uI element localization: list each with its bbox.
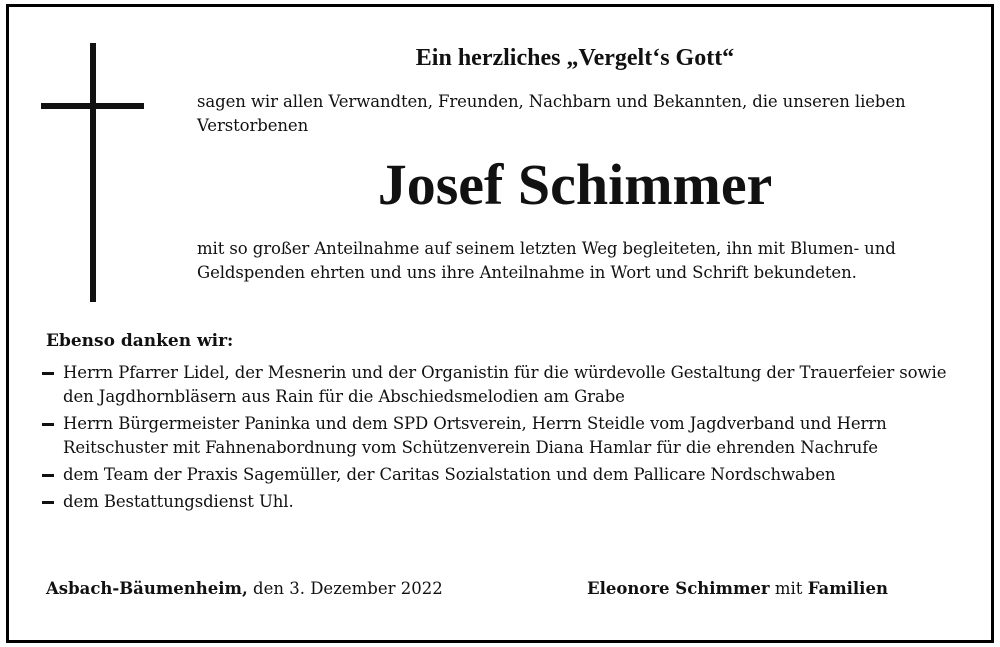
- list-item-text: Herrn Bürgermeister Paninka und dem SPD Ortsverein, Herrn Steidle vom Jagdverband und Herrn Reitschuster mit Fahnenabordnung vom Schützenverein Diana Hamlar für die ehrenden Nachrufe: [63, 414, 887, 457]
- footer-signer: Eleonore Schimmer: [587, 579, 770, 598]
- list-item: [42, 490, 982, 514]
- intro-text: sagen wir allen Verwandten, Freunden, Nachbarn und Bekannten, die unseren lieben Verstorbenen: [197, 92, 906, 135]
- footer-date: den 3. Dezember 2022: [253, 579, 443, 598]
- list-item-text: dem Bestattungsdienst Uhl.: [63, 492, 294, 511]
- dash-icon: [42, 501, 54, 504]
- list-item-text: dem Team der Praxis Sagemüller, der Caritas Sozialstation und dem Pallicare Nordschwaben: [63, 465, 836, 484]
- list-item: [42, 412, 982, 460]
- dash-icon: [42, 372, 54, 375]
- dash-icon: [42, 423, 54, 426]
- footer-with: mit: [774, 579, 803, 598]
- list-item: [42, 361, 982, 409]
- thanks-text: mit so großer Anteilnahme auf seinem letzten Weg begleiteten, ihn mit Blumen- und Geldspenden ehrten und uns ihre Anteilnahme in Wort und Schrift bekundeten.: [197, 239, 896, 282]
- also-thanks-heading: Ebenso danken wir:: [46, 331, 234, 351]
- thanks-list: [42, 361, 982, 517]
- deceased-name: Josef Schimmer: [377, 152, 773, 217]
- footer-place: Asbach-Bäumenheim,: [46, 579, 248, 598]
- notice-heading: Ein herzliches „Vergelt‘s Gott“: [415, 45, 735, 71]
- list-item: [42, 463, 982, 487]
- list-item-text: Herrn Pfarrer Lidel, der Mesnerin und der Organistin für die würdevolle Gestaltung der Trauerfeier sowie den Jagdhornbläsern aus Rain für die Abschiedsmelodien am Grabe: [63, 363, 947, 406]
- footer-family: Familien: [807, 579, 888, 598]
- footer-place-date: [46, 577, 443, 601]
- dash-icon: [42, 474, 54, 477]
- footer-signature: [587, 577, 888, 601]
